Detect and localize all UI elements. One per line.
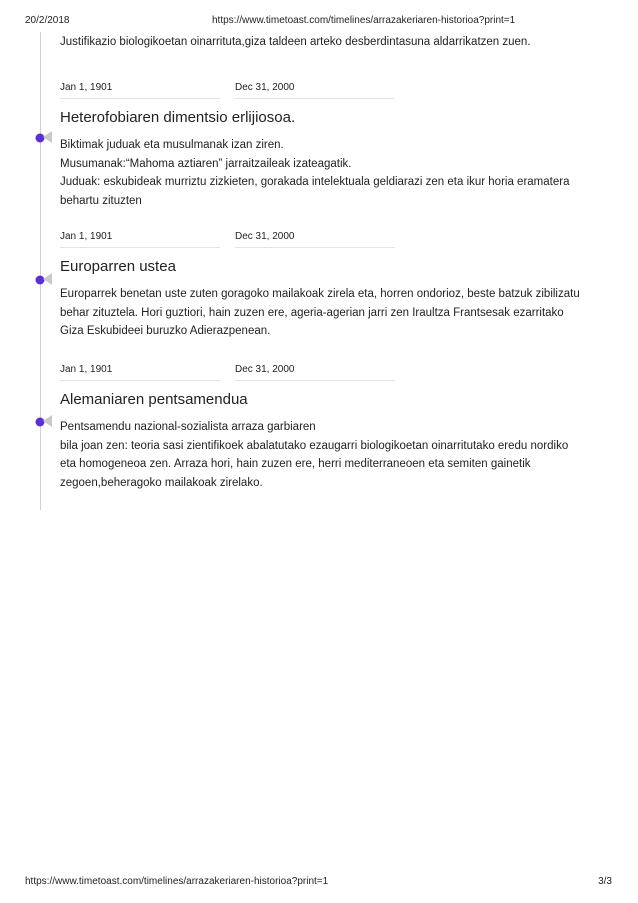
event-description — [60, 136, 580, 210]
timeline-marker-icon — [35, 414, 53, 428]
intro-text: Justifikazio biologikoetan oinarrituta,giza taldeen arteko desberdintasuna aldarrikatzen zuen. — [60, 36, 531, 48]
event-title: Alemaniaren pentsamendua — [60, 391, 248, 408]
print-footer-url: https://www.timetoast.com/timelines/arrazakeriaren-historioa?print=1 — [25, 876, 329, 887]
start-date-underline — [60, 247, 220, 248]
description-line: Musumanak:“Mahoma aztiaren” jarraitzaileak izateagatik. — [60, 157, 352, 170]
event-end-date: Dec 31, 2000 — [235, 82, 295, 93]
event-end-date: Dec 31, 2000 — [235, 231, 295, 242]
print-date: 20/2/2018 — [25, 15, 70, 26]
print-header-url: https://www.timetoast.com/timelines/arrazakeriaren-historioa?print=1 — [212, 15, 516, 26]
end-date-underline — [235, 380, 395, 381]
timeline-line — [40, 32, 41, 510]
event-description — [60, 285, 580, 341]
end-date-underline — [235, 247, 395, 248]
timeline-event — [60, 82, 580, 212]
event-start-date: Jan 1, 1901 — [60, 82, 113, 93]
timeline-event — [60, 364, 580, 494]
event-title: Heterofobiaren dimentsio erlijiosoa. — [60, 109, 296, 126]
description-line: Juduak: eskubideak murriztu zizkieten, gorakada intelektuala geldiarazi zen eta ikur horia eramatera behartu zituzten — [60, 176, 570, 207]
description-line: Biktimak juduak eta musulmanak izan ziren. — [60, 139, 284, 151]
event-dates — [60, 364, 580, 380]
description-line: Europarrek benetan uste zuten goragoko mailakoak zirela eta, horren ondorioz, beste batzuk zibilizatu behar zituztela. Hori guztiori, hain zuzen ere, ageria-agerian jarri zen Iraultza Frantsesak ezarritako Giza Eskubideei buruzko Adierazpenean. — [60, 288, 580, 337]
description-line: Pentsamendu nazional-sozialista arraza garbiaren — [60, 421, 316, 433]
description-line: bila joan zen: teoria sasi zientifikoek abalatutako ezaugarri biologikoetan oinarritutako eredu nordiko eta homogeneoa zen. Arraza hori, hain zuzen ere, herri mediterraneoen eta semiten gainetik zegoen,beheragoko mailakoak zirelako. — [60, 439, 569, 489]
event-start-date: Jan 1, 1901 — [60, 364, 113, 375]
event-title: Europarren ustea — [60, 258, 176, 275]
timeline-marker-icon — [35, 130, 53, 144]
event-dates — [60, 82, 580, 98]
start-date-underline — [60, 380, 220, 381]
end-date-underline — [235, 98, 395, 99]
timeline-event — [60, 231, 580, 351]
timeline-marker-icon — [35, 272, 53, 286]
event-start-date: Jan 1, 1901 — [60, 231, 113, 242]
event-dates — [60, 231, 580, 247]
page-number: 3/3 — [598, 876, 612, 887]
start-date-underline — [60, 98, 220, 99]
event-description — [60, 418, 580, 492]
event-end-date: Dec 31, 2000 — [235, 364, 295, 375]
